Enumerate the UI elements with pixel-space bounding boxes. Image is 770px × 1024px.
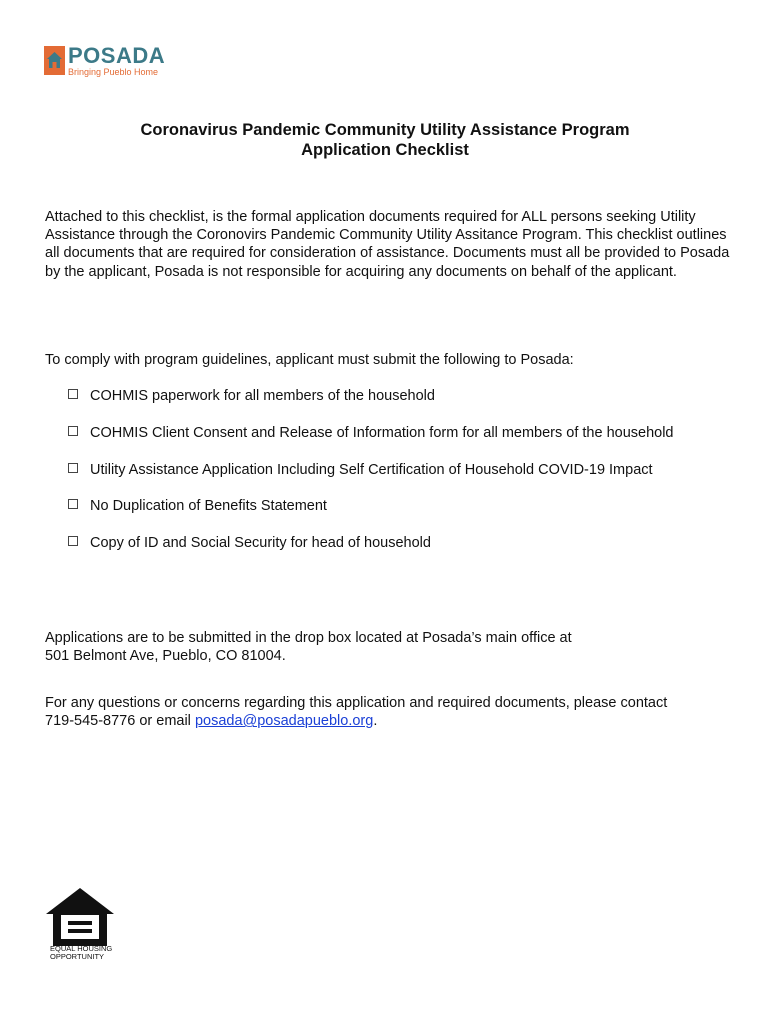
checklist-item-label: Copy of ID and Social Security for head of household [90, 535, 431, 551]
checklist-item-label: Utility Assistance Application Including Self Certification of Household COVID-19 Impact [90, 462, 653, 478]
checklist-item [68, 425, 674, 441]
email-link[interactable]: posada@posadapueblo.org [194, 713, 374, 730]
equal-housing-text [50, 945, 112, 961]
checklist-item [68, 535, 431, 551]
checklist-item-label: COHMIS Client Consent and Release of Information form for all members of the household [90, 425, 674, 441]
eho-line: EQUAL HOUSING [50, 944, 113, 953]
intro-paragraph: Attached to this checklist, is the formal application documents required for ALL persons seeking Utility Assistance through the Coronovirs Pandemic Community Utility Assitance Program. This checklist outlines all documents that are required for consideration of assistance. Documents must all be provided to Posada by the applicant, Posada is not responsible for acquiring any documents on behalf of the applicant. [45, 209, 730, 280]
logo-wordmark: POSADA [68, 43, 166, 68]
checkbox[interactable] [68, 536, 78, 546]
submission-line: Applications are to be submitted in the drop box located at Posada’s main office at [45, 630, 572, 646]
page-subtitle: Application Checklist [301, 141, 469, 159]
guidelines-text: To comply with program guidelines, applicant must submit the following to Posada: [45, 352, 574, 368]
checkbox[interactable] [68, 499, 78, 509]
checkbox[interactable] [68, 389, 78, 399]
posada-logo [44, 44, 204, 80]
address-line: 501 Belmont Ave, Pueblo, CO 81004. [45, 648, 286, 665]
contact-info [45, 694, 735, 730]
contact-details [45, 712, 735, 730]
eho-line: OPPORTUNITY [50, 952, 105, 961]
checklist-item-label: No Duplication of Benefits Statement [90, 498, 327, 514]
phone-text: 719-545-8776 or email [45, 713, 195, 730]
contact-line: For any questions or concerns regarding this application and required documents, please contact [45, 695, 668, 711]
contact-suffix: . [373, 713, 378, 730]
checkbox[interactable] [68, 426, 78, 436]
house-icon [44, 46, 65, 75]
checkbox[interactable] [68, 463, 78, 473]
checklist-item [68, 462, 653, 478]
checklist-item-label: COHMIS paperwork for all members of the household [90, 388, 435, 404]
logo-tagline: Bringing Pueblo Home [68, 67, 159, 77]
checklist-item [68, 388, 435, 404]
checklist-item [68, 498, 327, 514]
page-title: Coronavirus Pandemic Community Utility Assistance Program [140, 121, 630, 139]
submission-info [45, 629, 735, 665]
